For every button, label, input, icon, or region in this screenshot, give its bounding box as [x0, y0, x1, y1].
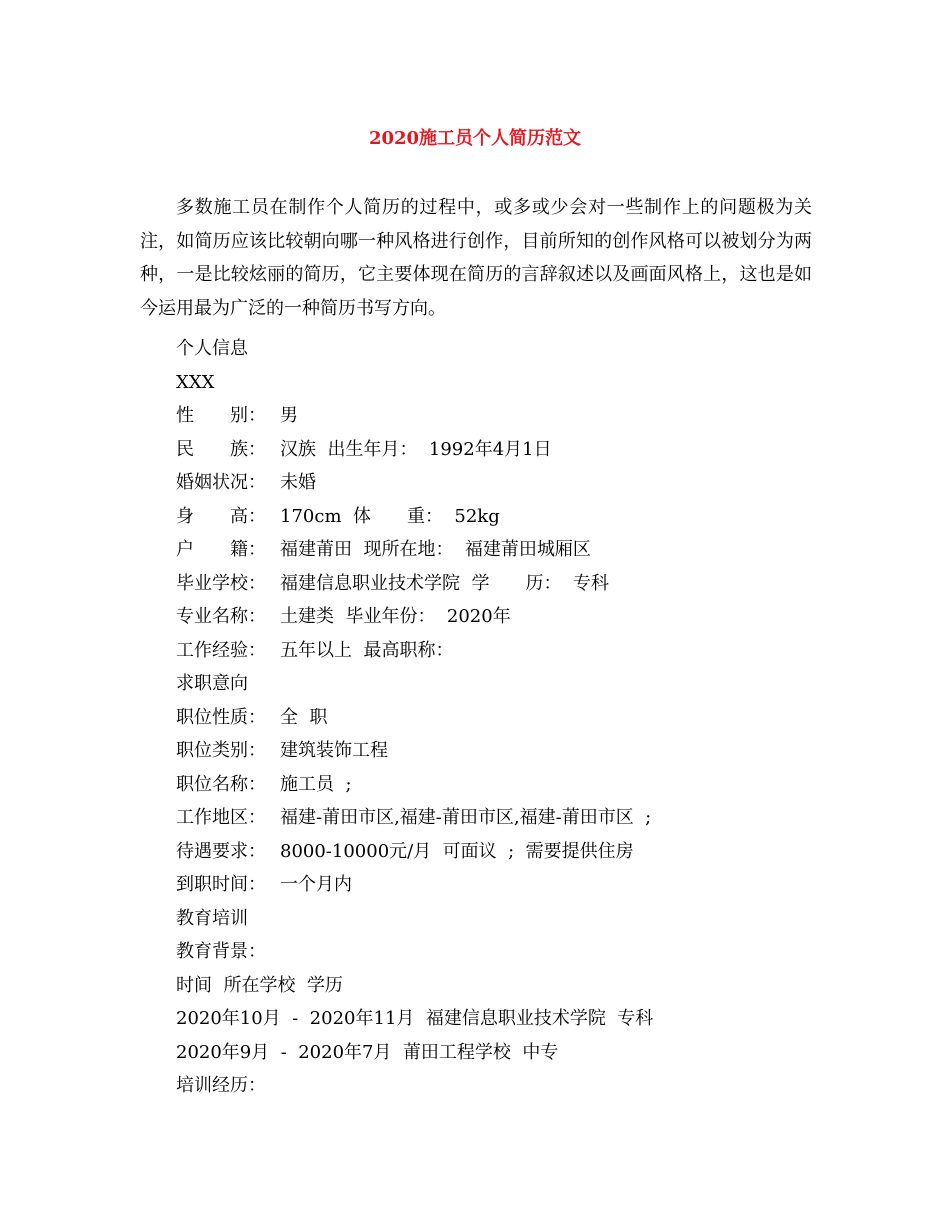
job-nature-label: 职位性质：: [176, 706, 266, 728]
gender-value: 男: [280, 405, 298, 426]
marital-label: 婚姻状况：: [176, 472, 266, 493]
height-value: 170cm 体 重： 52kg: [280, 505, 500, 527]
job-nature-row: [176, 701, 816, 735]
training-label: 培训经历：: [176, 1075, 266, 1096]
marital-value: 未婚: [280, 472, 316, 493]
salary-value: 8000-10000元/月 可面议 ; 需要提供住房: [280, 840, 634, 862]
school-row: [176, 567, 816, 601]
ethnicity-row: [176, 433, 816, 467]
document-title: 2020施工员个人简历范文: [368, 128, 582, 149]
education-row: 2020年10月 - 2020年11月 福建信息职业技术学院 专科: [176, 1008, 654, 1029]
school-label: 毕业学校：: [176, 572, 266, 594]
job-position-label: 职位名称：: [176, 773, 266, 795]
job-position-value: 施工员 ;: [280, 773, 352, 795]
height-label: 身 高：: [176, 505, 266, 527]
hukou-label: 户 籍：: [176, 539, 266, 560]
start-time-label: 到职时间：: [176, 874, 266, 895]
start-time-row: [176, 868, 816, 902]
major-label: 专业名称：: [176, 606, 266, 627]
marital-row: [176, 466, 816, 500]
hukou-row: [176, 533, 816, 567]
experience-label: 工作经验：: [176, 639, 266, 661]
gender-label: 性 别：: [176, 405, 266, 426]
work-location-value: 福建-莆田市区,福建-莆田市区,福建-莆田市区 ;: [280, 807, 652, 828]
job-intention-heading: 求职意向: [176, 673, 248, 694]
work-location-row: [176, 801, 816, 835]
experience-row: [176, 634, 816, 668]
job-nature-value: 全 职: [280, 706, 328, 728]
work-location-label: 工作地区：: [176, 807, 266, 828]
education-background-label: 教育背景：: [176, 941, 266, 962]
job-position-row: [176, 768, 816, 802]
job-category-value: 建筑装饰工程: [280, 740, 388, 761]
education-columns: 时间 所在学校 学历: [176, 974, 343, 996]
major-row: [176, 600, 816, 634]
start-time-value: 一个月内: [280, 874, 352, 895]
intro-paragraph: 多数施工员在制作个人简历的过程中，或多或少会对一些制作上的问题极为关注，如简历应该比较朝向哪一种风格进行创作，目前所知的创作风格可以被划分为两种，一是比较炫丽的简历，它主要体现在简历的言辞叙述以及画面风格上，这也是如今运用最为广泛的一种简历书写方向。: [140, 197, 812, 319]
job-category-label: 职位类别：: [176, 740, 266, 761]
job-category-row: [176, 734, 816, 768]
experience-value: 五年以上 最高职称：: [280, 639, 454, 661]
hukou-value: 福建莆田 现所在地： 福建莆田城厢区: [280, 539, 591, 560]
personal-info-heading: 个人信息: [176, 338, 248, 359]
salary-label: 待遇要求：: [176, 840, 266, 862]
height-row: [176, 500, 816, 534]
education-heading: 教育培训: [176, 907, 248, 929]
ethnicity-label: 民 族：: [176, 438, 266, 460]
school-value: 福建信息职业技术学院 学 历： 专科: [280, 572, 609, 594]
gender-row: [176, 399, 816, 433]
salary-row: [176, 835, 816, 869]
education-row: 2020年9月 - 2020年7月 莆田工程学校 中专: [176, 1041, 559, 1063]
ethnicity-value: 汉族 出生年月： 1992年4月1日: [280, 438, 552, 460]
name-value: XXX: [176, 371, 215, 393]
major-value: 土建类 毕业年份： 2020年: [280, 606, 511, 627]
resume-lines: [176, 332, 816, 1103]
